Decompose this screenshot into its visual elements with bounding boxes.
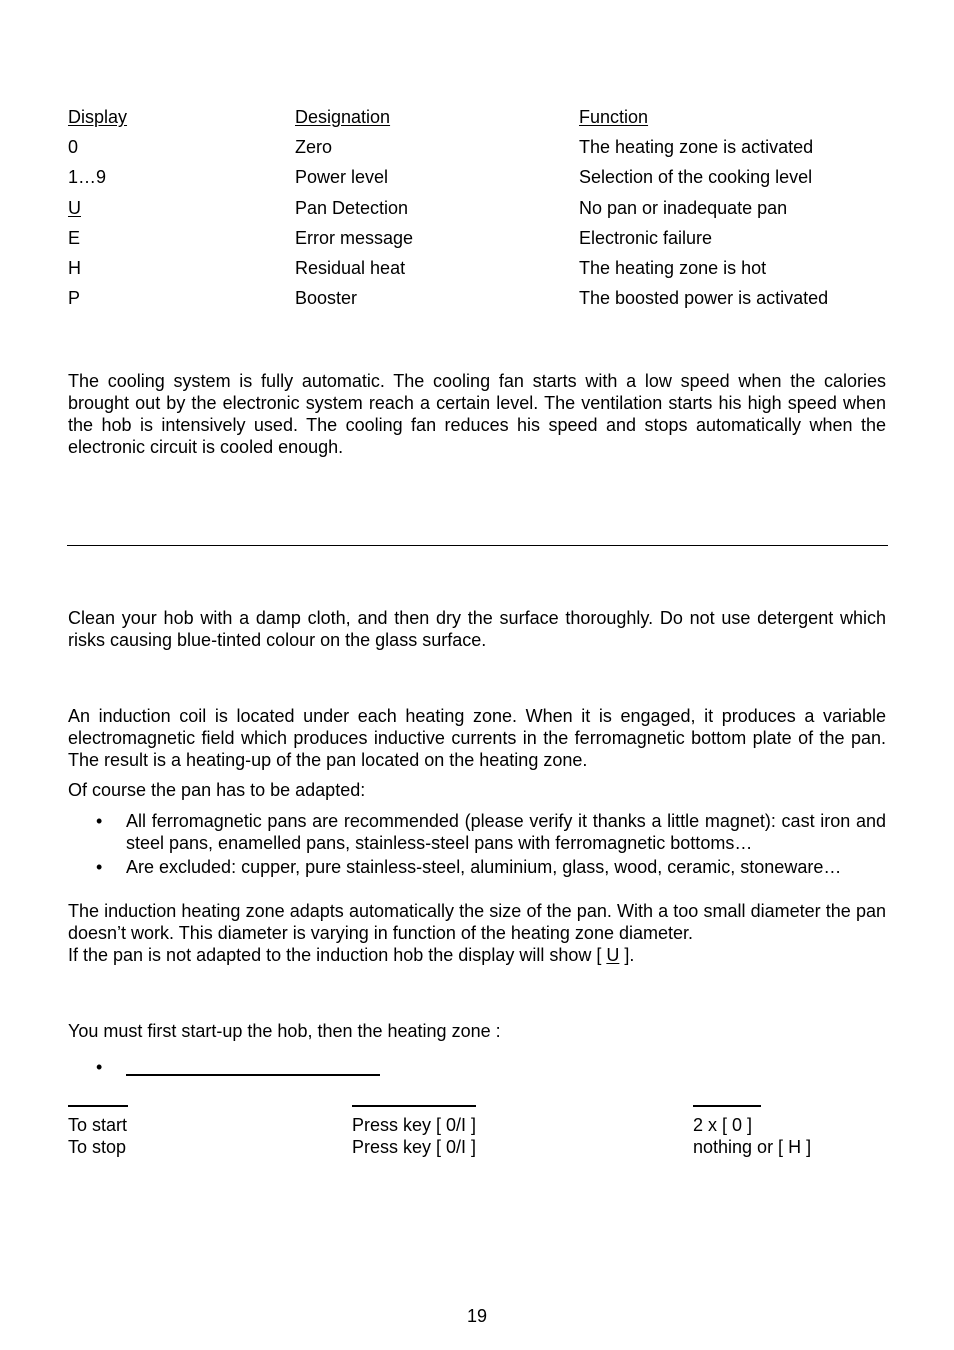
cooling-paragraph: The cooling system is fully automatic. The cooling fan starts with a low speed when the calories brought out by the electronic system reach a certain level. The ventilation starts his high speed when the hob is intensively used. The cooling fan reduces his speed and stops automatically when the electronic circuit is cooled enough. xyxy=(68,371,886,457)
column-heading-line xyxy=(693,1105,761,1107)
cell-display: P xyxy=(68,288,81,309)
cell-display: E xyxy=(68,227,81,248)
cell-designation: Booster xyxy=(295,288,358,309)
bullet-icon: • xyxy=(96,857,103,877)
column-heading-line xyxy=(68,1105,128,1107)
cleaning-paragraph: Clean your hob with a damp cloth, and then dry the surface thoroughly. Do not use detergent which risks causing blue-tinted colour on the glass surface. xyxy=(68,608,886,650)
cell-display: 1…9 xyxy=(68,167,107,188)
column-heading-line xyxy=(352,1105,476,1107)
header-designation: Designation xyxy=(295,107,391,127)
cell-function: No pan or inadequate pan xyxy=(579,197,788,218)
table-row xyxy=(68,287,888,317)
cell-designation: Zero xyxy=(295,137,333,158)
bullet-icon: • xyxy=(96,811,103,831)
display-table xyxy=(68,106,888,317)
cell-function: Selection of the cooking level xyxy=(579,167,813,188)
list-item xyxy=(68,810,886,854)
operation-display: nothing or [ H ] xyxy=(693,1137,812,1157)
table-row xyxy=(68,257,888,287)
table-row xyxy=(68,136,888,166)
section-divider xyxy=(67,545,888,546)
induction-intro-paragraph: An induction coil is located under each heating zone. When it is engaged, it produces a variable electromagnetic field which produces inductive currents in the ferromagnetic bottom plate of the pan. The result is a heating-up of the pan located on the heating zone. xyxy=(68,706,886,770)
cell-designation: Pan Detection xyxy=(295,197,409,218)
display-show-prefix: If the pan is not adapted to the induction hob the display will show [ xyxy=(68,945,607,965)
cell-function: The heating zone is hot xyxy=(579,257,767,278)
bullet-text: All ferromagnetic pans are recommended (please verify it thanks a little magnet): cast iron and steel pans, enamelled pans, stainless-steel pans with ferromagnetic bottoms… xyxy=(126,811,886,853)
cell-function: The heating zone is activated xyxy=(579,137,814,158)
display-show-symbol: U xyxy=(606,945,620,965)
cell-display: H xyxy=(68,257,81,278)
operation-action: To stop xyxy=(68,1137,127,1157)
table-row xyxy=(68,197,888,227)
adapts-paragraph: The induction heating zone adapts automatically the size of the pan. With a too small diameter the pan doesn’t work. This diameter is varying in function of the heating zone diameter. xyxy=(68,901,886,943)
cell-function: The boosted power is activated xyxy=(579,288,829,309)
cell-function: Electronic failure xyxy=(579,227,713,248)
pan-bullet-list xyxy=(68,810,886,878)
operation-action: To start xyxy=(68,1115,128,1135)
header-function: Function xyxy=(579,107,649,127)
list-item xyxy=(68,856,886,878)
startup-paragraph: You must first start-up the hob, then the heating zone : xyxy=(68,1021,501,1041)
cell-display: 0 xyxy=(68,137,79,158)
table-row xyxy=(68,166,888,196)
table-row xyxy=(68,1114,888,1136)
cell-designation: Residual heat xyxy=(295,257,406,278)
cell-designation: Error message xyxy=(295,227,414,248)
bullet-icon: • xyxy=(96,1057,103,1077)
operation-display: 2 x [ 0 ] xyxy=(693,1115,753,1135)
pan-adapted-text: Of course the pan has to be adapted: xyxy=(68,780,366,800)
operation-key: Press key [ 0/I ] xyxy=(352,1137,477,1157)
operation-table xyxy=(68,1114,888,1158)
table-header-row xyxy=(68,106,888,136)
page-number: 19 xyxy=(466,1306,488,1326)
display-show-line xyxy=(68,944,886,966)
cell-display: U xyxy=(68,197,81,218)
operation-key: Press key [ 0/I ] xyxy=(352,1115,477,1135)
header-display: Display xyxy=(68,107,128,127)
cell-designation: Power level xyxy=(295,167,389,188)
bullet-text: Are excluded: cupper, pure stainless-steel, aluminium, glass, wood, ceramic, stoneware… xyxy=(126,857,842,877)
table-row xyxy=(68,227,888,257)
display-show-suffix: ]. xyxy=(619,945,635,965)
blank-heading-line xyxy=(126,1074,380,1076)
table-row xyxy=(68,1136,888,1158)
